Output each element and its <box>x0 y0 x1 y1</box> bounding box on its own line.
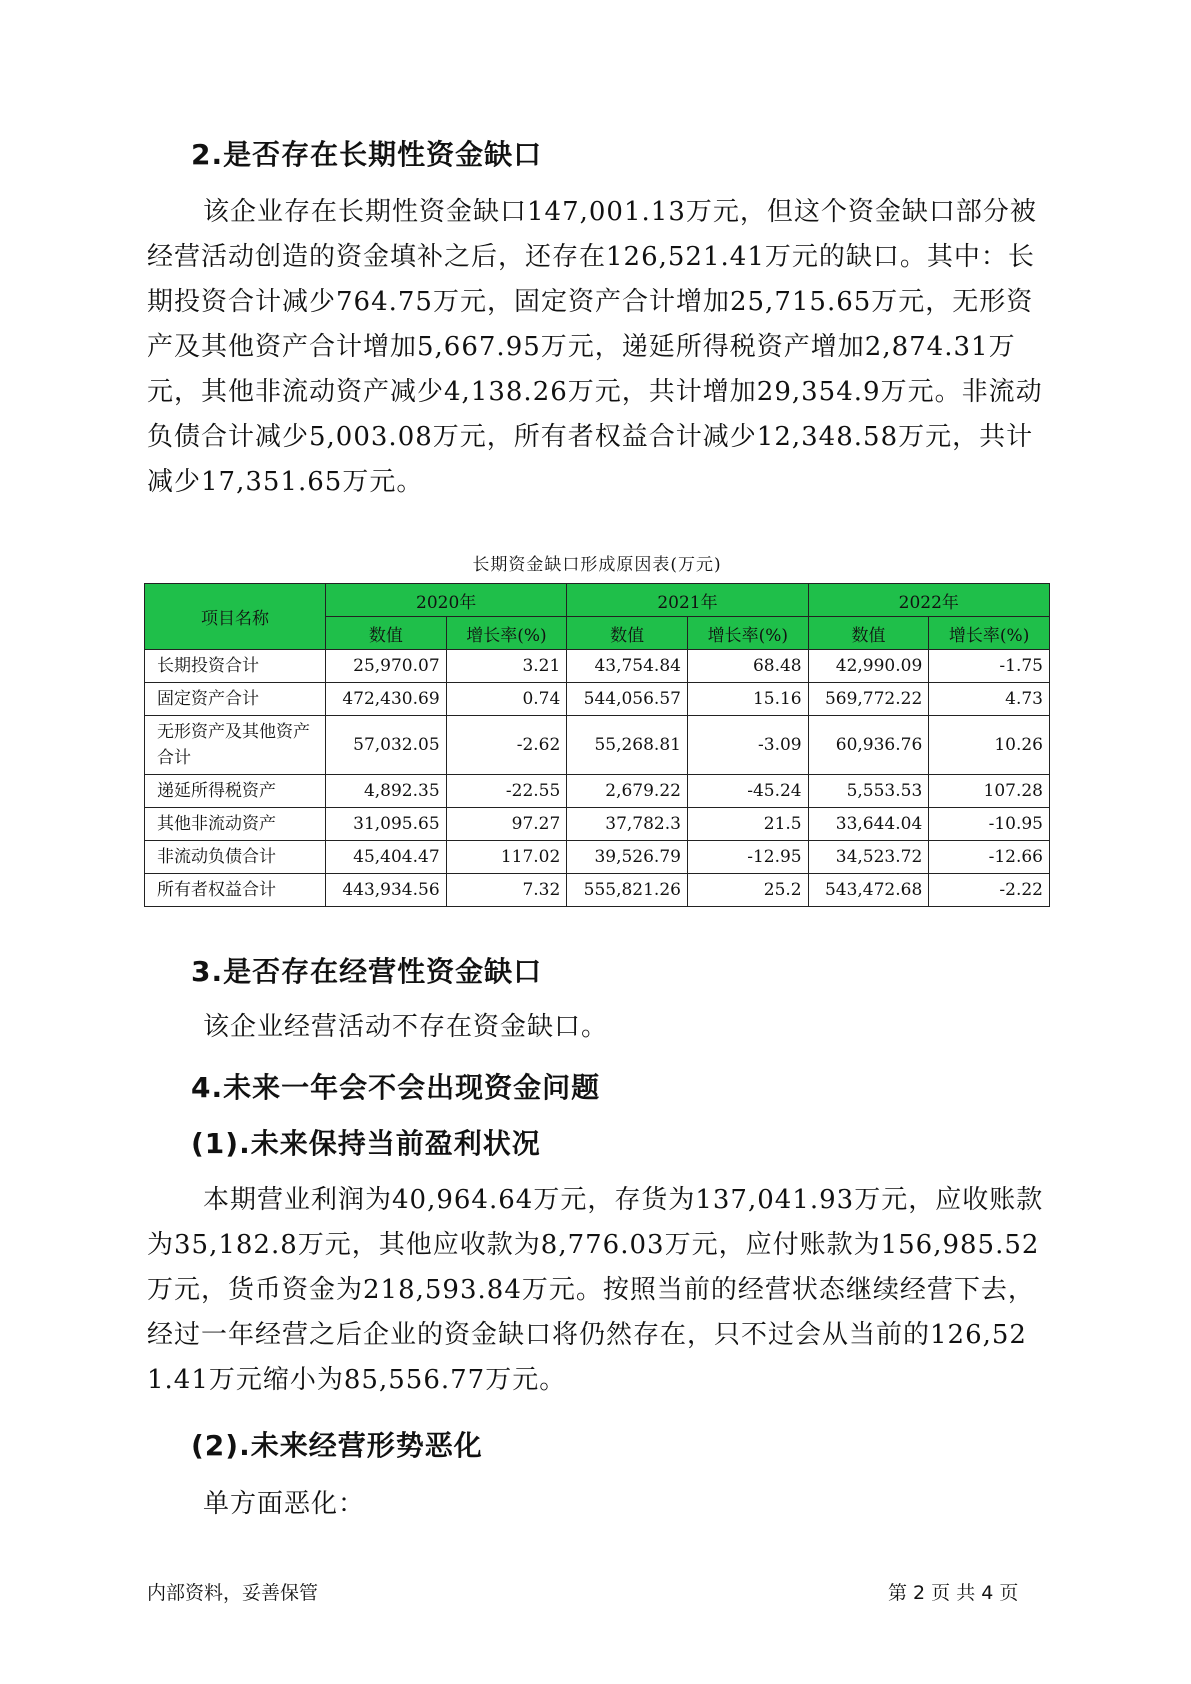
cell-value: 544,056.57 <box>567 683 688 716</box>
cell-rate: 3.21 <box>446 650 567 683</box>
row-name: 递延所得税资产 <box>145 775 326 808</box>
row-name: 固定资产合计 <box>145 683 326 716</box>
section4-sub1-paragraph: 本期营业利润为40,964.64万元，存货为137,041.93万元，应收账款为35,182.8万元，其他应收款为8,776.03万元，应付账款为156,985.52万元，货币资金为218,593.84万元。按照当前的经营状态继续经营下去，经过一年经营之后企业的资金缺口将仍然存在，只不过会从当前的126,521.41万元缩小为85,556.77万元。 <box>147 1185 1044 1395</box>
subheader-rate: 增长率(%) <box>929 617 1050 650</box>
cell-value: 569,772.22 <box>808 683 929 716</box>
section2-heading: 2.是否存在长期性资金缺口 <box>191 138 543 171</box>
cell-value: 4,892.35 <box>326 775 447 808</box>
section3-heading: 3.是否存在经营性资金缺口 <box>191 955 543 988</box>
cell-rate: -2.62 <box>446 716 567 775</box>
subheader-rate: 增长率(%) <box>446 617 567 650</box>
cell-value: 443,934.56 <box>326 874 447 907</box>
header-item-name: 项目名称 <box>145 584 326 650</box>
cell-value: 543,472.68 <box>808 874 929 907</box>
table-header-row <box>145 584 1050 617</box>
cell-rate: 25.2 <box>687 874 808 907</box>
cell-rate: 107.28 <box>929 775 1050 808</box>
cell-value: 2,679.22 <box>567 775 688 808</box>
cell-rate: 117.02 <box>446 841 567 874</box>
table-row <box>145 716 1050 775</box>
cell-rate: 4.73 <box>929 683 1050 716</box>
cell-value: 25,970.07 <box>326 650 447 683</box>
table-row <box>145 650 1050 683</box>
cell-value: 472,430.69 <box>326 683 447 716</box>
table-row <box>145 874 1050 907</box>
cell-value: 42,990.09 <box>808 650 929 683</box>
table-caption: 长期资金缺口形成原因表(万元) <box>472 555 722 575</box>
subheader-value: 数值 <box>567 617 688 650</box>
cell-value: 555,821.26 <box>567 874 688 907</box>
row-name: 其他非流动资产 <box>145 808 326 841</box>
cell-value: 5,553.53 <box>808 775 929 808</box>
cell-rate: -12.95 <box>687 841 808 874</box>
section4-sub2-heading: (2).未来经营形势恶化 <box>191 1429 483 1462</box>
row-name: 无形资产及其他资产合计 <box>145 716 326 775</box>
cell-value: 55,268.81 <box>567 716 688 775</box>
subheader-rate: 增长率(%) <box>687 617 808 650</box>
cell-rate: 21.5 <box>687 808 808 841</box>
row-name: 所有者权益合计 <box>145 874 326 907</box>
cell-rate: 0.74 <box>446 683 567 716</box>
cell-value: 33,644.04 <box>808 808 929 841</box>
cell-value: 43,754.84 <box>567 650 688 683</box>
header-year-2021: 2021年 <box>567 584 808 617</box>
cell-value: 37,782.3 <box>567 808 688 841</box>
row-name: 长期投资合计 <box>145 650 326 683</box>
footer-note: 内部资料，妥善保管 <box>147 1582 319 1604</box>
section4-heading: 4.未来一年会不会出现资金问题 <box>191 1071 601 1104</box>
cell-rate: 10.26 <box>929 716 1050 775</box>
cell-value: 39,526.79 <box>567 841 688 874</box>
cell-rate: 97.27 <box>446 808 567 841</box>
table-row <box>145 841 1050 874</box>
long-term-gap-table <box>144 583 1050 907</box>
cell-rate: -12.66 <box>929 841 1050 874</box>
section4-sub2-paragraph: 单方面恶化： <box>203 1489 366 1519</box>
cell-rate: -10.95 <box>929 808 1050 841</box>
cell-value: 31,095.65 <box>326 808 447 841</box>
cell-value: 45,404.47 <box>326 841 447 874</box>
cell-rate: 68.48 <box>687 650 808 683</box>
table-row <box>145 808 1050 841</box>
row-name: 非流动负债合计 <box>145 841 326 874</box>
cell-rate: -2.22 <box>929 874 1050 907</box>
cell-value: 60,936.76 <box>808 716 929 775</box>
section3-paragraph: 该企业经营活动不存在资金缺口。 <box>203 1012 609 1042</box>
cell-rate: -45.24 <box>687 775 808 808</box>
cell-rate: -3.09 <box>687 716 808 775</box>
header-year-2020: 2020年 <box>326 584 567 617</box>
cell-value: 34,523.72 <box>808 841 929 874</box>
cell-rate: -22.55 <box>446 775 567 808</box>
subheader-value: 数值 <box>326 617 447 650</box>
header-year-2022: 2022年 <box>808 584 1049 617</box>
subheader-value: 数值 <box>808 617 929 650</box>
table-row <box>145 775 1050 808</box>
table-row <box>145 683 1050 716</box>
section2-paragraph: 该企业存在长期性资金缺口147,001.13万元，但这个资金缺口部分被经营活动创造的资金填补之后，还存在126,521.41万元的缺口。其中：长期投资合计减少764.75万元，固定资产合计增加25,715.65万元，无形资产及其他资产合计增加5,667.95万元，递延所得税资产增加2,874.31万元，其他非流动资产减少4,138.26万元，共计增加29,354.9万元。非流动负债合计减少5,003.08万元，所有者权益合计减少12,348.58万元，共计减少17,351.65万元。 <box>147 197 1043 497</box>
cell-rate: 7.32 <box>446 874 567 907</box>
cell-rate: -1.75 <box>929 650 1050 683</box>
section4-sub1-heading: (1).未来保持当前盈利状况 <box>191 1127 541 1160</box>
cell-value: 57,032.05 <box>326 716 447 775</box>
page-number: 第 2 页 共 4 页 <box>888 1582 1019 1604</box>
cell-rate: 15.16 <box>687 683 808 716</box>
